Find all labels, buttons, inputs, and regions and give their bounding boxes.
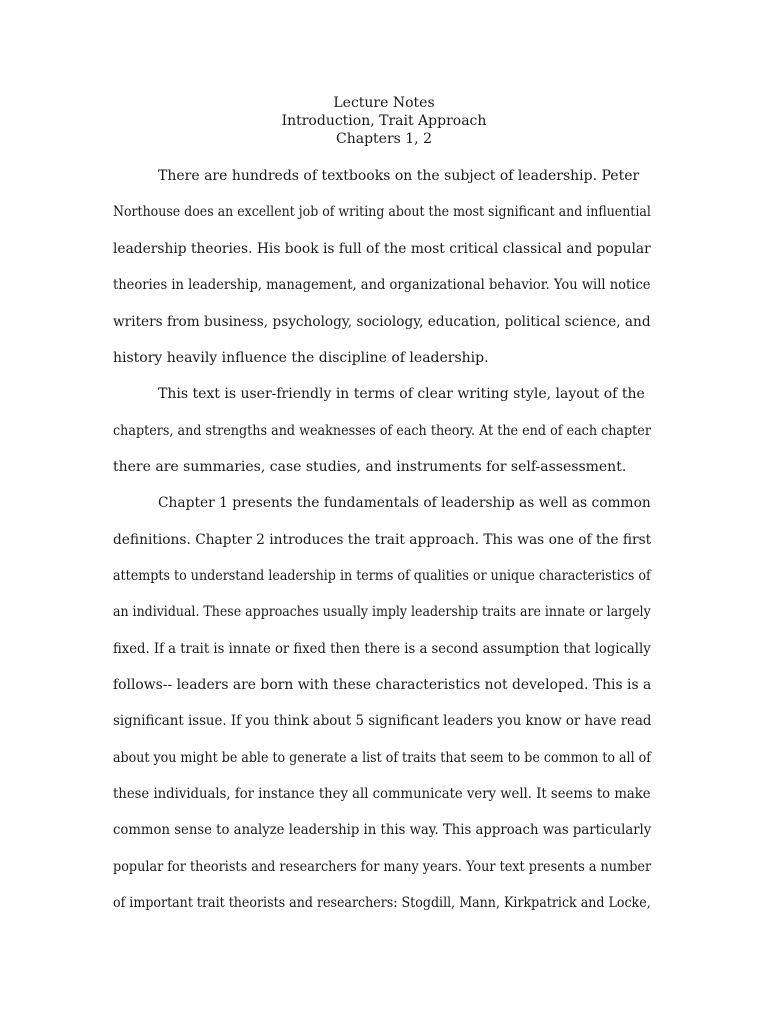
paragraph-line: significant issue. If you think about 5 significant leaders you know or have read [113, 713, 652, 729]
paragraph-line: theories in leadership, management, and organizational behavior. You will notice [113, 277, 651, 293]
paragraph-line: Chapter 1 presents the fundamentals of leadership as well as common [158, 495, 651, 511]
paragraph-line: follows-- leaders are born with these characteristics not developed. This is a [113, 677, 652, 693]
paragraph-line: fixed. If a trait is innate or fixed then there is a second assumption that logically [113, 641, 651, 657]
paragraph-line: popular for theorists and researchers for many years. Your text presents a number [113, 859, 652, 875]
paragraph-line: writers from business, psychology, sociology, education, political science, and [113, 314, 651, 330]
paragraph-line: There are hundreds of textbooks on the subject of leadership. Peter [158, 168, 640, 184]
paragraph-line: Northouse does an excellent job of writing about the most significant and influential [113, 204, 651, 220]
paragraph-line: an individual. These approaches usually imply leadership traits are innate or largely [113, 604, 651, 620]
paragraph-line: This text is user-friendly in terms of clear writing style, layout of the [158, 386, 645, 402]
document-chapters: Chapters 1, 2 [336, 131, 432, 147]
document-subtitle: Introduction, Trait Approach [281, 113, 487, 129]
paragraph-line: definitions. Chapter 2 introduces the trait approach. This was one of the first [113, 532, 652, 548]
paragraph-line: attempts to understand leadership in terms of qualities or unique characteristics of [113, 568, 651, 584]
paragraph-line: about you might be able to generate a list of traits that seem to be common to all of [113, 750, 651, 766]
document-title: Lecture Notes [333, 95, 435, 111]
paragraph-line: common sense to analyze leadership in this way. This approach was particularly [113, 822, 652, 838]
paragraph-line: these individuals, for instance they all communicate very well. It seems to make [113, 786, 651, 802]
paragraph-line: history heavily influence the discipline of leadership. [113, 350, 489, 366]
paragraph-line: of important trait theorists and researchers: Stogdill, Mann, Kirkpatrick and Locke, [113, 895, 651, 911]
paragraph-line: leadership theories. His book is full of the most critical classical and popular [113, 241, 651, 257]
paragraph-line: there are summaries, case studies, and instruments for self-assessment. [113, 459, 627, 475]
paragraph-line: chapters, and strengths and weaknesses of each theory. At the end of each chapter [113, 423, 651, 439]
